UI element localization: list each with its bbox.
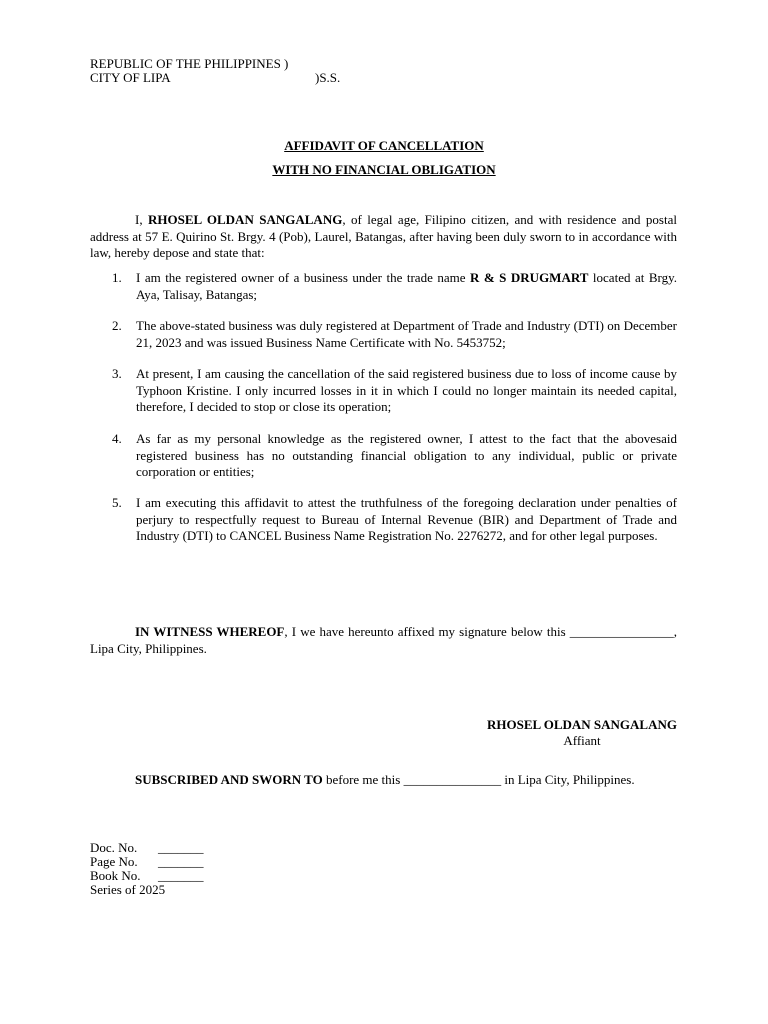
series-line: Series of 2025 — [90, 882, 166, 897]
item-text-post: located at Brgy. Aya, Talisay, Batangas; — [136, 270, 677, 302]
item-number: 5. — [112, 495, 122, 510]
affiant-name-inline: RHOSEL OLDAN SANGALANG — [148, 212, 343, 227]
witness-paragraph — [90, 624, 677, 657]
venue-republic-line: REPUBLIC OF THE PHILIPPINES ) — [90, 56, 289, 71]
intro-lead: I, — [135, 212, 148, 227]
book-number-label: Book No. — [90, 868, 141, 883]
signature-block — [487, 717, 677, 749]
item-text: I am executing this affidavit to attest the truthfulness of the foregoing declaration under penalties of perjury to respectfully request to Bureau of Internal Revenue (BIR) and Department of Trade and Industry (DTI) to CANCEL Business Name Registration No. 2276272, and for other legal purposes. — [136, 495, 677, 543]
doc-number-label: Doc. No. — [90, 840, 138, 855]
book-number-blank: _______ — [158, 868, 204, 883]
item-text: As far as my personal knowledge as the registered owner, I attest to the fact that the abovesaid registered business has no outstanding financial obligation to any individual, public or private corporation or entities; — [136, 431, 677, 479]
item-text: The above-stated business was duly registered at Department of Trade and Industry (DTI) on December 21, 2023 and was issued Business Name Certificate with No. 5453752; — [136, 318, 677, 350]
doc-number-blank: _______ — [158, 840, 204, 855]
intro-rest: , of legal age, Filipino citizen, and with residence and postal address at 57 E. Quirino St. Brgy. 4 (Pob), Laurel, Batangas, after having been duly sworn to in accordance with law, hereby depose and state that: — [90, 212, 677, 260]
jurat-rest: before me this _______________ in Lipa City, Philippines. — [322, 772, 635, 787]
affiant-role: Affiant — [563, 733, 601, 748]
witness-lead: IN WITNESS WHEREOF — [135, 624, 285, 639]
book-number-line — [90, 869, 204, 883]
jurat-lead: SUBSCRIBED AND SWORN TO — [135, 772, 323, 787]
page-number-label: Page No. — [90, 854, 138, 869]
page-number-line — [90, 855, 204, 869]
affiant-name: RHOSEL OLDAN SANGALANG — [487, 717, 677, 732]
document-title: AFFIDAVIT OF CANCELLATION — [284, 138, 484, 153]
doc-number-line — [90, 841, 204, 855]
item-text: At present, I am causing the cancellation of the said registered business due to loss of income cause by Typhoon Kristine. I only incurred losses in it in which I could no longer maintain its needed capital, therefore, I decided to stop or close its operation; — [136, 366, 677, 414]
venue-city-line — [90, 71, 340, 85]
intro-paragraph — [90, 212, 677, 262]
jurat-paragraph — [90, 772, 677, 789]
item-number: 3. — [112, 366, 122, 381]
witness-rest: , I we have hereunto affixed my signature below this ________________, Lipa City, Philippines. — [90, 624, 677, 656]
document-subtitle: WITH NO FINANCIAL OBLIGATION — [272, 162, 496, 177]
venue-city: CITY OF LIPA — [90, 70, 171, 85]
item-text — [136, 270, 677, 303]
item-number: 4. — [112, 431, 122, 446]
item-number: 1. — [112, 270, 122, 285]
venue-block — [90, 57, 340, 85]
item-text-pre: I am the registered owner of a business under the trade name — [136, 270, 470, 285]
notarial-register-block — [90, 841, 204, 897]
venue-ss: )S.S. — [315, 70, 341, 85]
page-number-blank: _______ — [158, 854, 204, 869]
item-number: 2. — [112, 318, 122, 333]
trade-name: R & S DRUGMART — [469, 270, 589, 285]
